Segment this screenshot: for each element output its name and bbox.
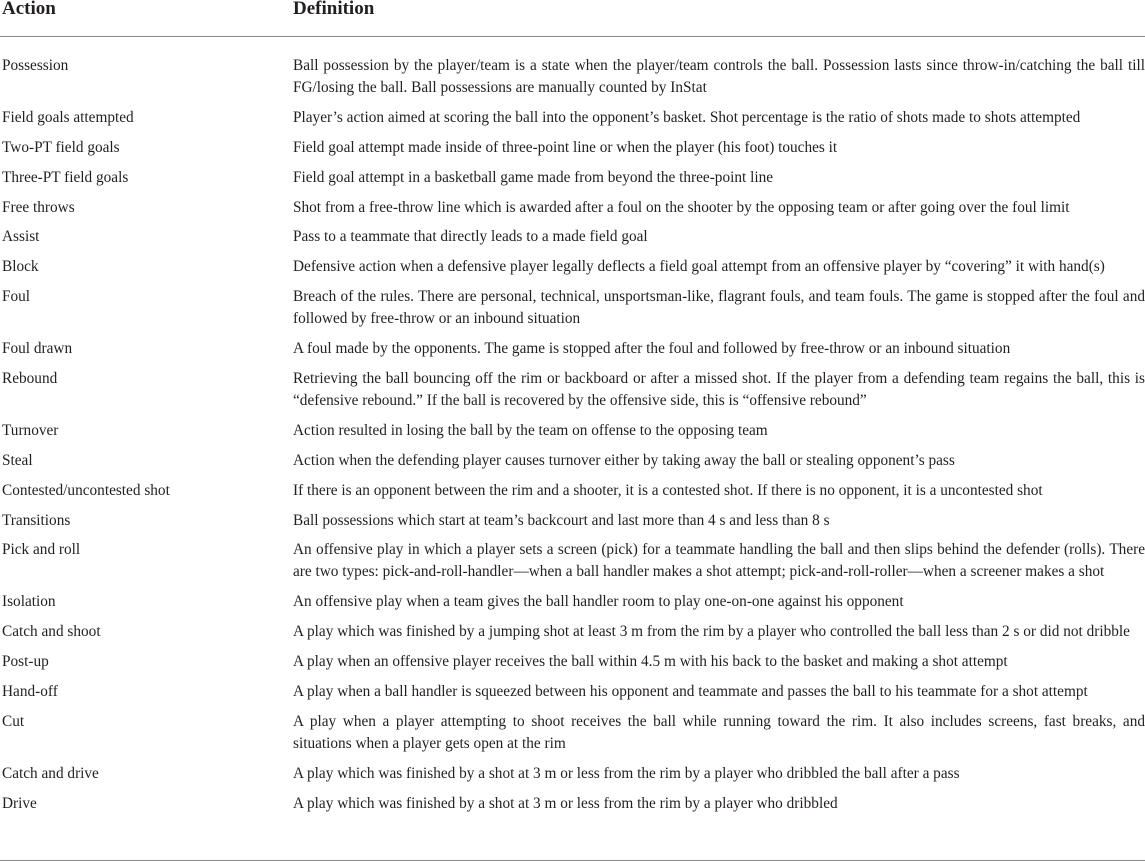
action-cell: Foul — [2, 288, 31, 306]
table-bottom-rule — [0, 860, 1145, 861]
action-cell: Three-PT field goals — [2, 168, 129, 186]
table-row — [0, 338, 1145, 368]
action-cell: Cut — [2, 712, 25, 730]
action-cell: Transitions — [2, 511, 71, 529]
definition-cell: A play when a player attempting to shoot receives the ball while running toward the rim. It also includes screens, fast breaks, and situations when a player gets open at the rim — [293, 712, 1145, 752]
table-row — [0, 368, 1145, 420]
table-row — [0, 591, 1145, 621]
table-row — [0, 137, 1145, 167]
definition-cell: Player’s action aimed at scoring the ball into the opponent’s basket. Shot percentage is the ratio of shots made to shots attempted — [293, 108, 1081, 126]
action-cell: Two-PT field goals — [2, 138, 120, 156]
definition-cell: A play when an offensive player receives the ball within 4.5 m with his back to the basket and making a shot attempt — [293, 653, 1008, 671]
action-cell: Drive — [2, 794, 37, 812]
definition-cell: Pass to a teammate that directly leads to a made field goal — [293, 228, 648, 246]
definition-cell: A play when a ball handler is squeezed between his opponent and teammate and passes the ball to his teammate for a shot attempt — [293, 683, 1088, 701]
table-row — [0, 420, 1145, 450]
definition-cell: A play which was finished by a jumping shot at least 3 m from the rim by a player who controlled the ball less than 2 s or did not dribble — [293, 623, 1130, 641]
definition-cell: Ball possessions which start at team’s backcourt and last more than 4 s and less than 8 s — [293, 511, 830, 529]
table-row — [0, 167, 1145, 197]
definition-cell: An offensive play in which a player sets a screen (pick) for a teammate handling the ball and then slips behind the defender (rolls). There are two types: pick-and-roll-handler—when a ball handler makes a shot attempt; pick-and-roll-roller—when a screener makes a shot — [293, 541, 1145, 581]
definition-cell: An offensive play when a team gives the ball handler room to play one-on-one against his opponent — [293, 593, 904, 611]
header-definition: Definition — [293, 0, 375, 19]
action-cell: Isolation — [2, 593, 56, 611]
action-cell: Post-up — [2, 653, 49, 671]
definition-cell: Defensive action when a defensive player legally deflects a field goal attempt from an offensive player by “covering” it with hand(s) — [293, 258, 1105, 276]
action-cell: Field goals attempted — [2, 108, 134, 126]
table-row — [0, 621, 1145, 651]
definition-cell: Field goal attempt made inside of three-point line or when the player (his foot) touches it — [293, 138, 838, 156]
table-row — [0, 480, 1145, 510]
definition-cell: Retrieving the ball bouncing off the rim or backboard or after a missed shot. If the player from a defending team regains the ball, this is “defensive rebound.” If the ball is recovered by the offensive side, this is “offensive rebound” — [293, 370, 1145, 410]
action-cell: Pick and roll — [2, 541, 81, 559]
table-header — [0, 0, 1145, 37]
table-row — [0, 197, 1145, 227]
action-cell: Free throws — [2, 198, 75, 216]
action-cell: Turnover — [2, 421, 59, 439]
action-cell: Foul drawn — [2, 340, 73, 358]
action-cell: Rebound — [2, 370, 58, 388]
table-body — [0, 55, 1145, 823]
definition-cell: Action when the defending player causes turnover either by taking away the ball or stealing opponent’s pass — [293, 451, 955, 469]
table-row — [0, 681, 1145, 711]
table-row — [0, 226, 1145, 256]
table-row — [0, 539, 1145, 591]
action-cell: Assist — [2, 228, 40, 246]
table-row — [0, 286, 1145, 338]
table-row — [0, 711, 1145, 763]
table-row — [0, 763, 1145, 793]
header-action: Action — [2, 0, 56, 19]
definition-cell: Field goal attempt in a basketball game made from beyond the three-point line — [293, 168, 774, 186]
definition-cell: Shot from a free-throw line which is awarded after a foul on the shooter by the opposing team or after going over the foul limit — [293, 198, 1070, 216]
action-cell: Catch and drive — [2, 764, 99, 782]
action-cell: Steal — [2, 451, 33, 469]
definition-cell: Ball possession by the player/team is a state when the player/team controls the ball. Possession lasts since throw-in/catching the ball till FG/losing the ball. Ball possessions are manually counted by InStat — [293, 57, 1145, 96]
action-cell: Catch and shoot — [2, 623, 101, 641]
definition-cell: If there is an opponent between the rim and a shooter, it is a contested shot. If there is no opponent, it is a uncontested shot — [293, 481, 1043, 499]
table-row — [0, 256, 1145, 286]
action-cell: Block — [2, 258, 39, 276]
definition-cell: Action resulted in losing the ball by the team on offense to the opposing team — [293, 421, 768, 439]
action-cell: Possession — [2, 57, 69, 74]
definition-cell: A play which was finished by a shot at 3 m or less from the rim by a player who dribbled the ball after a pass — [293, 764, 960, 782]
table-row — [0, 450, 1145, 480]
table-row — [0, 793, 1145, 823]
table-row — [0, 651, 1145, 681]
definition-cell: A foul made by the opponents. The game is stopped after the foul and followed by free-throw or an inbound situation — [293, 340, 1011, 358]
table-row — [0, 510, 1145, 540]
definition-cell: Breach of the rules. There are personal, technical, unsportsman-like, flagrant fouls, and team fouls. The game is stopped after the foul and followed by free-throw or an inbound situation — [293, 288, 1145, 328]
action-cell: Contested/uncontested shot — [2, 481, 170, 499]
table-row — [0, 107, 1145, 137]
definition-cell: A play which was finished by a shot at 3 m or less from the rim by a player who dribbled — [293, 794, 838, 812]
action-cell: Hand-off — [2, 683, 58, 701]
table-row — [0, 55, 1145, 107]
